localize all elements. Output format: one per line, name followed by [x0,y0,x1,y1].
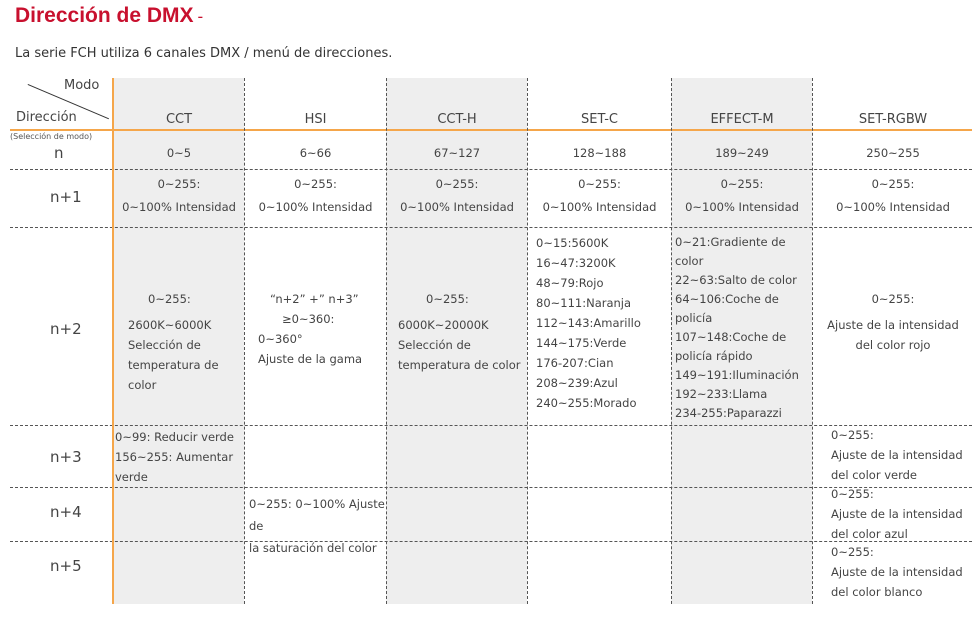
n1-value: 0~100% Intensidad [542,200,657,214]
title-dash: - [197,7,204,26]
n2-ccth-line: 6000K~20000K [398,318,489,332]
n2-hsi-line: 0~360° [258,332,303,346]
n3-cct-line: verde [115,470,148,484]
n2-ccth-line: Selección de [398,338,471,352]
n2-effectm-line: 107~148:Coche de [675,330,787,344]
n2-setc-line: 176-207:Cian [536,356,614,370]
row-rule-2 [10,227,972,228]
n2-ccth-line: temperatura de color [398,358,521,372]
column-header-cct: CCT [165,112,193,127]
page-title [15,4,203,28]
n4-rgbw-line: del color azul [831,527,908,541]
row-rule-3 [10,425,972,426]
n3-cct-line: 0~99: Reducir verde [115,430,234,444]
row-label-n1: n+1 [50,188,82,206]
n5-rgbw-line: Ajuste de la intensidad [831,565,963,579]
n3-cell-setrgbw [831,425,973,485]
n2-setc-line: 208~239:Azul [536,376,618,390]
mode-value-hsi: 6~66 [299,146,332,160]
n3-rgbw-line: Ajuste de la intensidad [831,448,963,462]
n1-range: 0~255: [435,177,479,191]
n3-cct-line: 156~255: Aumentar [115,450,234,464]
title-text: Dirección de DMX [15,4,194,27]
n4-hsi-line: 0~255: 0~100% Ajuste de [249,497,385,533]
n2-effectm-line: 22~63:Salto de color [675,273,797,287]
n4-hsi-line: la saturación del color [249,541,377,555]
mode-value-setrgbw: 250~255 [866,146,920,160]
n2-setc-line: 80~111:Naranja [536,296,632,310]
n2-hsi-line: “n+2” +” n+3” [270,292,359,306]
n2-rgbw-line: 0~255: [871,292,915,306]
mode-value-ccth: 67~127 [433,146,481,160]
n1-range: 0~255: [871,177,915,191]
corner-direccion: Dirección [16,110,77,125]
n2-effectm-line: policía rápido [675,349,753,363]
n1-value: 0~100% Intensidad [400,200,514,214]
row-rule-5 [10,541,972,542]
column-header-hsi: HSI [304,112,327,127]
header-rule [10,129,972,131]
column-header-effectm: EFFECT-M [710,112,774,127]
column-header-setrgbw: SET-RGBW [858,112,928,127]
n2-cct-line: color [128,378,157,392]
n3-rgbw-line: del color verde [831,468,917,482]
n2-effectm-line: policía [675,311,713,325]
mode-value-setc: 128~188 [572,146,627,160]
n2-cct-line: Selección de [128,338,201,352]
n2-hsi-line: Ajuste de la gama [258,352,363,366]
n1-cell-setrgbw [813,175,973,217]
n1-range: 0~255: [157,177,201,191]
n2-setc-line: 240~255:Morado [536,396,637,410]
n1-cell-cct [114,175,244,217]
n2-effectm-line: 234-255:Paparazzi [675,406,782,420]
row-rule-4 [10,487,972,488]
n1-value: 0~100% Intensidad [685,200,799,214]
n2-cell-cct [128,289,244,395]
n2-cell-setrgbw [813,289,973,355]
mode-selection-note: (Selección de modo) [10,132,93,141]
n5-rgbw-line: del color blanco [831,585,923,599]
n2-cell-hsi [258,289,386,369]
n3-cell-cct [115,427,244,487]
n2-setc-line: 144~175:Verde [536,336,627,350]
n2-setc-line: 48~79:Rojo [536,276,604,290]
n4-rgbw-line: 0~255: [831,487,874,501]
n1-cell-effectm [672,175,812,217]
row-rule-1 [10,169,972,170]
column-header-ccth: CCT-H [437,112,477,127]
n2-hsi-line: ≥0~360: [282,312,335,326]
n2-setc-line: 0~15:5600K [536,236,609,250]
n2-cell-setc [536,233,671,413]
n2-effectm-line: 149~191:Iluminación [675,368,799,382]
column-header-setc: SET-C [581,112,618,127]
mode-value-cct: 0~5 [166,146,192,160]
row-label-n4: n+4 [50,503,82,521]
n1-range: 0~255: [578,177,621,191]
n1-cell-setc [528,175,671,217]
n1-cell-hsi [245,175,386,217]
n2-rgbw-line: del color rojo [855,338,931,352]
n2-ccth-line: 0~255: [426,292,469,306]
n2-effectm-line: 192~233:Llama [675,387,768,401]
n2-cct-line: 2600K~6000K [128,318,212,332]
n1-range: 0~255: [294,177,337,191]
n2-setc-line: 112~143:Amarillo [536,316,641,330]
row-label-n3: n+3 [50,448,82,466]
n2-effectm-line: 0~21:Gradiente de [675,235,786,249]
n4-cell-setrgbw [831,484,973,544]
n2-setc-line: 16~47:3200K [536,256,616,270]
n1-value: 0~100% Intensidad [836,200,950,214]
n3-rgbw-line: 0~255: [831,428,874,442]
n2-cell-ccth [398,289,527,375]
n4-rgbw-line: Ajuste de la intensidad [831,507,963,521]
n4-cell-hsi [249,493,386,559]
n1-range: 0~255: [720,177,764,191]
n1-value: 0~100% Intensidad [258,200,373,214]
n2-effectm-line: 64~106:Coche de [675,292,779,306]
n5-cell-setrgbw [831,542,973,602]
mode-value-effectm: 189~249 [715,146,769,160]
n2-cct-line: 0~255: [148,292,191,306]
intro-text: La serie FCH utiliza 6 canales DMX / menú de direcciones. [15,46,393,61]
n2-cct-line: temperatura de [128,358,219,372]
row-label-n2: n+2 [50,320,82,338]
n5-rgbw-line: 0~255: [831,545,874,559]
n2-rgbw-line: Ajuste de la intensidad [827,318,959,332]
n2-cell-effectm [675,233,812,423]
n1-cell-ccth [387,175,527,217]
corner-modo: Modo [64,78,100,93]
row-label-n: n [54,144,64,162]
row-label-n5: n+5 [50,557,82,575]
n1-value: 0~100% Intensidad [122,200,236,214]
n2-effectm-line: color [675,254,704,268]
